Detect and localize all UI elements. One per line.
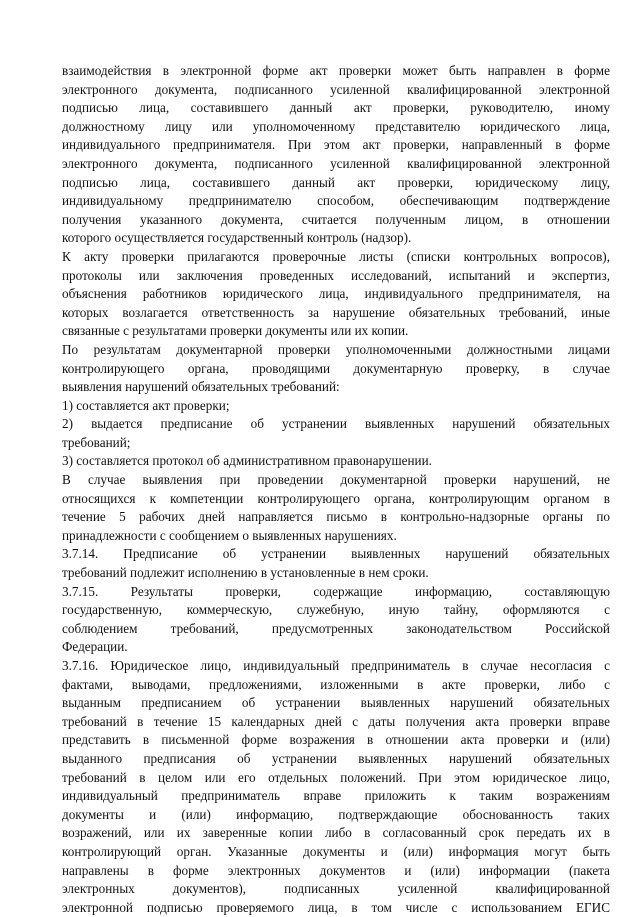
text-line: которых возлагается ответственность за нарушение обязательных требований, иные: [62, 304, 610, 320]
text-line: требований подлежит исполнению в установленные в нем сроки.: [62, 565, 429, 581]
paragraph: [62, 583, 610, 657]
text-line: связанные с результатами проверки документы или их копии.: [62, 323, 409, 339]
text-line: подписью лица, составившего данный акт проверки, руководителю, иному: [62, 100, 610, 116]
text-line: электронной подписью проверяемого лица, в том числе с использованием ЕГИС: [62, 899, 610, 915]
paragraph: [62, 471, 610, 545]
text-line: принадлежности с сообщением о выявленных нарушениях.: [62, 527, 397, 543]
document-page: [62, 62, 610, 917]
text-line: контролирующего органа, проводящими документарную проверку, в случае: [62, 360, 610, 376]
text-line: фактами, выводами, предложениями, изложенными в акте проверки, либо с: [62, 676, 610, 692]
text-line: 3) составляется протокол об административном правонарушении.: [62, 453, 432, 469]
text-line: электронного документа, подписанного усиленной квалифицированной электронной: [62, 81, 610, 97]
text-line: объяснения работников юридического лица, индивидуального предпринимателя, на: [62, 286, 610, 302]
text-line: контролирующий орган. Указанные документы и (или) информация могут быть: [62, 843, 610, 859]
text-line: 2) выдается предписание об устранении выявленных нарушений обязательных: [62, 416, 610, 432]
paragraph: [62, 415, 610, 452]
paragraph: [62, 452, 610, 471]
text-line: 1) составляется акт проверки;: [62, 397, 230, 413]
text-line: требований;: [62, 434, 131, 450]
paragraph: [62, 248, 610, 341]
text-line: подписью лица, составившего данный акт проверки, юридическому лицу,: [62, 174, 610, 190]
text-line: соблюдением требований, предусмотренных законодательством Российской: [62, 620, 610, 636]
text-line: возражений, или их заверенные копии либо в согласованный срок передать их в: [62, 825, 610, 841]
text-line: которого осуществляется государственный контроль (надзор).: [62, 230, 412, 246]
text-line: документы и (или) информацию, подтверждающие обоснованность таких: [62, 806, 610, 822]
text-line: выданным предписанием об устранении выявленных нарушений обязательных: [62, 695, 610, 711]
text-line: 3.7.15. Результаты проверки, содержащие информацию, составляющую: [62, 583, 610, 599]
text-line: государственную, коммерческую, служебную, иную тайну, оформляются с: [62, 602, 610, 618]
text-line: представить в письменной форме возражения в отношении акта проверки и (или): [62, 732, 610, 748]
text-line: 3.7.14. Предписание об устранении выявленных нарушений обязательных: [62, 546, 610, 562]
paragraph: [62, 545, 610, 582]
text-line: По результатам документарной проверки уполномоченными должностными лицами: [62, 341, 610, 357]
text-line: индивидуальный предприниматель вправе приложить к таким возражениям: [62, 788, 610, 804]
paragraph: [62, 657, 610, 917]
text-line: электронных документов), подписанных усиленной квалифицированной: [62, 881, 610, 897]
text-line: выданного предписания об устранении выявленных нарушений обязательных: [62, 750, 610, 766]
paragraph: [62, 397, 610, 416]
text-line: электронного документа, подписанного усиленной квалифицированной электронной: [62, 155, 610, 171]
text-line: взаимодействия в электронной форме акт проверки может быть направлен в форме: [62, 63, 610, 78]
text-line: направлены в форме электронных документов и (или) информации (пакета: [62, 862, 610, 878]
text-line: должностному лицу или уполномоченному представителю юридического лица,: [62, 118, 610, 134]
text-line: 3.7.16. Юридическое лицо, индивидуальный предприниматель в случае несогласия с: [62, 658, 610, 673]
text-line: течение 5 рабочих дней направляется письмо в контрольно-надзорные органы по: [62, 509, 610, 525]
text-line: получения указанного документа, считается полученным лицом, в отношении: [62, 211, 610, 227]
text-line: требований в целом или его отдельных положений. При этом юридическое лицо,: [62, 769, 610, 785]
text-line: относящихся к компетенции контролирующего органа, контролирующим органом в: [62, 490, 610, 506]
text-line: требований в течение 15 календарных дней с даты получения акта проверки вправе: [62, 713, 610, 729]
text-line: Федерации.: [62, 639, 128, 655]
text-line: К акту проверки прилагаются проверочные листы (списки контрольных вопросов),: [62, 248, 610, 264]
text-line: В случае выявления при проведении документарной проверки нарушений, не: [62, 472, 610, 488]
text-line: индивидуальному предпринимателю способом, обеспечивающим подтверждение: [62, 193, 610, 209]
text-line: индивидуального предпринимателя. При этом акт проверки, направленный в форме: [62, 137, 610, 153]
text-line: выявления нарушений обязательных требований:: [62, 379, 340, 395]
paragraph: [62, 62, 610, 248]
paragraph: [62, 341, 610, 397]
text-line: протоколы или заключения проведенных исследований, испытаний и экспертиз,: [62, 267, 610, 283]
